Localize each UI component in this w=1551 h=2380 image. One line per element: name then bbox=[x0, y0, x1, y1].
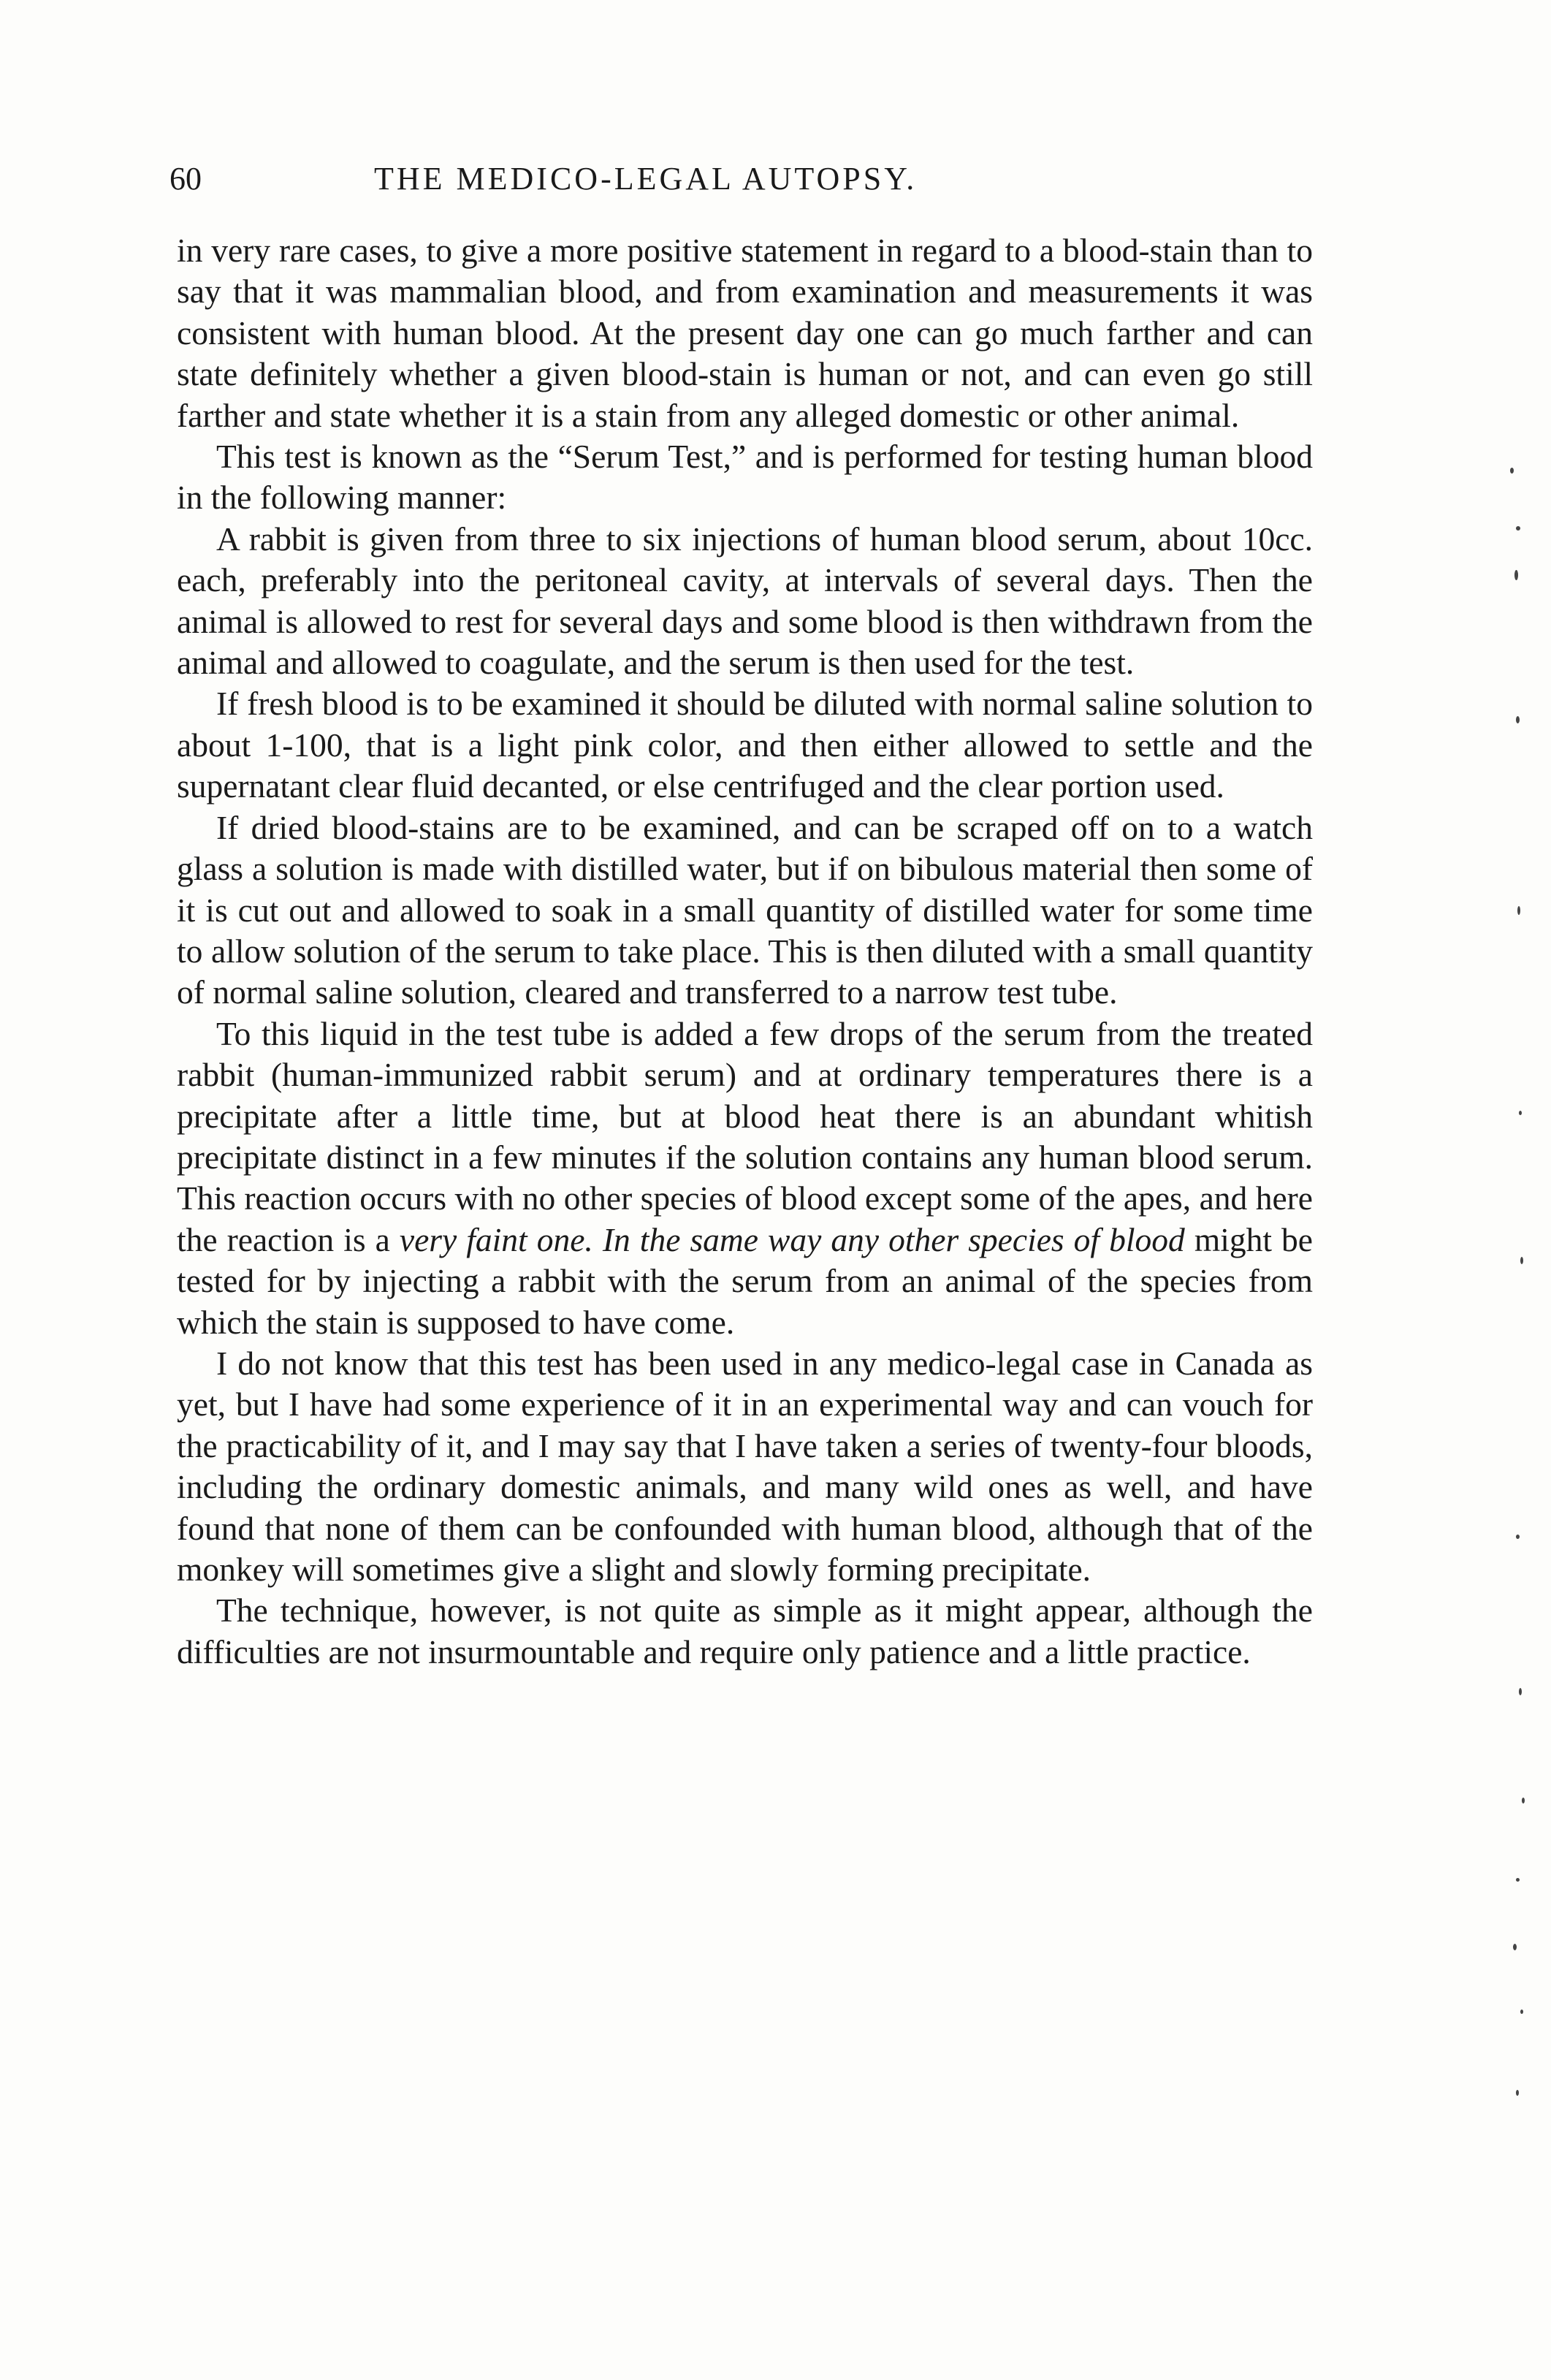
paragraph-2: This test is known as the “Serum Test,” and is performed for testing human blood in the following manner: bbox=[177, 438, 1313, 517]
margin-speck bbox=[1520, 2010, 1523, 2014]
margin-speck bbox=[1516, 1878, 1520, 1882]
margin-speck bbox=[1522, 1798, 1525, 1803]
paragraph-1: in very rare cases, to give a more positive statement in regard to a blood-stain than to say that it was mammalian blood, and from examination and measurements it was consistent with human blood. At the present day one can go much farther and can state definitely whether a given blood-stain is human or not, and can even go still farther and state whether it is a stain from any alleged domestic or other animal. bbox=[177, 232, 1313, 434]
margin-specks bbox=[1494, 205, 1531, 2324]
margin-speck bbox=[1516, 1535, 1520, 1539]
paragraph-3: A rabbit is given from three to six injections of human blood serum, about 10cc. each, preferably into the peritoneal cavity, at intervals of several days. Then the animal is allowed to rest for several days and some blood is then withdrawn from the animal and allowed to coagulate, and the serum is then used for the test. bbox=[177, 520, 1313, 682]
paragraph-7: I do not know that this test has been used in any medico-legal case in Canada as yet, but I have had some experience of it in an experimental way and can vouch for the practicability of it, and I may say that I have taken a series of twenty-four bloods, including the ordinary domestic animals, and many wild ones as well, and have found that none of them can be confounded with human blood, although that of the monkey will sometimes give a slight and slowly forming precipitate. bbox=[177, 1344, 1313, 1588]
margin-speck bbox=[1516, 716, 1520, 723]
margin-speck bbox=[1517, 906, 1520, 915]
margin-speck bbox=[1520, 1257, 1523, 1264]
paragraph-4: If fresh blood is to be examined it should be diluted with normal saline solution to about 1-100, that is a light pink color, and then either allowed to settle and the supernatant clear fluid decanted, or else centrifuged and the clear portion used. bbox=[177, 685, 1313, 805]
page-number: 60 bbox=[169, 161, 202, 197]
paragraph-6 bbox=[177, 1014, 1313, 1343]
margin-speck bbox=[1519, 1688, 1522, 1695]
body-text bbox=[177, 230, 1313, 1673]
margin-speck bbox=[1510, 468, 1514, 474]
margin-speck bbox=[1513, 1944, 1517, 1950]
margin-speck bbox=[1519, 1111, 1522, 1115]
margin-speck bbox=[1516, 526, 1520, 531]
running-title: THE MEDICO-LEGAL AUTOPSY. bbox=[374, 161, 918, 197]
paragraph-5: If dried blood-stains are to be examined, and can be scraped off on to a watch glass a solution is made with distilled water, but if on bibulous material then some of it is cut out and allowed to soak in a small quantity of distilled water for some time to allow solution of the serum to take place. This is then diluted with a small quantity of normal saline solution, cleared and transferred to a narrow test tube. bbox=[177, 808, 1313, 1011]
paragraph-6-text-after: might be tested for by injecting a rabbit with the serum from an animal of the species from which the stain is supposed to have come. bbox=[177, 1220, 1314, 1341]
paragraph-6-italic: very faint one. In the same way any other species of blood bbox=[399, 1220, 1185, 1258]
paragraph-8: The technique, however, is not quite as simple as it might appear, although the difficulties are not insurmountable and require only patience and a little practice. bbox=[177, 1592, 1313, 1670]
page-header bbox=[169, 157, 1338, 208]
paragraph-6-text: To this liquid in the test tube is added a few drops of the serum from the treated rabbit (human-immunized rabbit serum) and at ordinary temperatures there is a precipitate after a little time, but at blood heat there is an abundant whitish precipitate distinct in a few minutes if the solution contains any human blood serum. This reaction occurs with no other species of blood except some of the apes, and here the reaction is a bbox=[177, 1014, 1313, 1258]
margin-speck bbox=[1516, 2090, 1519, 2096]
margin-speck bbox=[1514, 570, 1518, 580]
